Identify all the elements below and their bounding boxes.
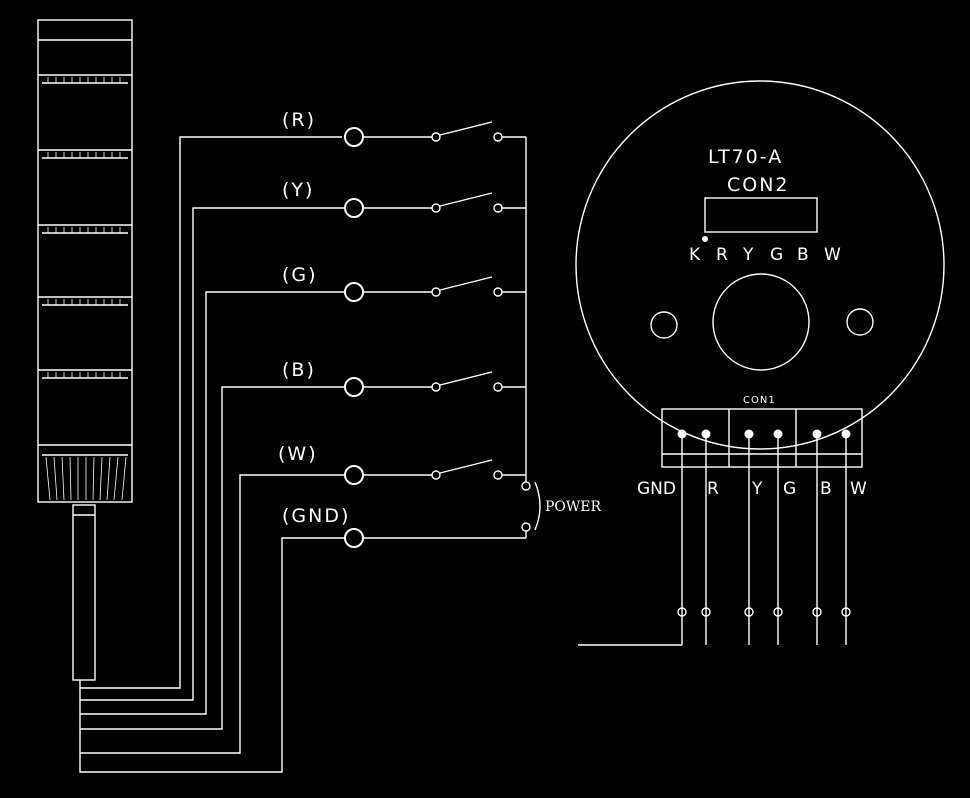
gnd-label: (GND) xyxy=(282,505,351,527)
con2-pin-labels xyxy=(689,245,841,265)
switch-contact xyxy=(432,133,440,141)
con1-pin-labels xyxy=(637,479,867,499)
con1-pin-gnd: GND xyxy=(637,479,676,499)
con2-pin-k: K xyxy=(689,245,701,265)
con1-pin-g: G xyxy=(783,479,797,499)
switch-blade xyxy=(440,122,492,135)
switch-row-b xyxy=(282,359,526,396)
module-outline xyxy=(576,81,944,449)
con2-connector xyxy=(705,198,817,232)
terminal-circle xyxy=(345,378,363,396)
switch-contact xyxy=(432,383,440,391)
power-bracket xyxy=(535,482,540,530)
module-model: LT70-A xyxy=(708,146,784,168)
con1-pin-y: Y xyxy=(752,479,763,499)
switch-label-y: (Y) xyxy=(282,179,315,201)
center-hole xyxy=(713,274,809,370)
switch-contact xyxy=(494,204,502,212)
switch-contact xyxy=(432,288,440,296)
switch-blade xyxy=(440,460,492,473)
switch-contact xyxy=(494,471,502,479)
tower-segment-dividers xyxy=(38,75,132,455)
switch-contact xyxy=(432,204,440,212)
switch-blade xyxy=(440,193,492,206)
con1-pin-b: B xyxy=(820,479,832,499)
power-terminal xyxy=(522,523,530,531)
con1-connector xyxy=(662,409,862,467)
terminal-circle xyxy=(345,199,363,217)
switch-row-r xyxy=(282,109,526,146)
switch-blade xyxy=(440,277,492,290)
switch-contact xyxy=(494,133,502,141)
switch-blade xyxy=(440,372,492,385)
switch-row-w xyxy=(278,443,526,484)
con1-label: CON1 xyxy=(743,395,776,406)
lt70a-module xyxy=(576,81,944,645)
con2-pin-w: W xyxy=(824,245,841,265)
mounting-hole xyxy=(651,312,677,338)
terminal-circle xyxy=(345,529,363,547)
pin1-marker xyxy=(702,236,708,242)
switch-label-b: (B) xyxy=(282,359,316,381)
power-label: POWER xyxy=(545,499,602,515)
mounting-hole xyxy=(847,309,873,335)
tower-body xyxy=(38,20,132,502)
terminal-circle xyxy=(345,466,363,484)
terminal-circle xyxy=(345,128,363,146)
switch-row-g xyxy=(282,264,526,301)
con2-pin-b: B xyxy=(797,245,809,265)
switch-label-r: (R) xyxy=(282,109,317,131)
con2-pin-r: R xyxy=(716,245,728,265)
con2-pin-y: Y xyxy=(743,245,754,265)
tower-cable xyxy=(73,505,95,680)
switch-contact xyxy=(432,471,440,479)
switch-contact xyxy=(494,383,502,391)
con1-leads xyxy=(578,438,850,645)
signal-tower xyxy=(38,20,132,680)
switch-label-g: (G) xyxy=(282,264,318,286)
power-terminal xyxy=(522,482,530,490)
switch-label-w: (W) xyxy=(278,443,318,465)
gnd-row xyxy=(282,505,526,547)
con2-pin-g: G xyxy=(770,245,784,265)
switch-contact xyxy=(494,288,502,296)
terminal-circle xyxy=(345,283,363,301)
switch-row-y xyxy=(282,179,526,217)
tower-segment-ribbing xyxy=(46,77,126,500)
con2-label: CON2 xyxy=(727,174,790,196)
con1-pin-w: W xyxy=(850,479,867,499)
con1-pin-r: R xyxy=(707,479,719,499)
